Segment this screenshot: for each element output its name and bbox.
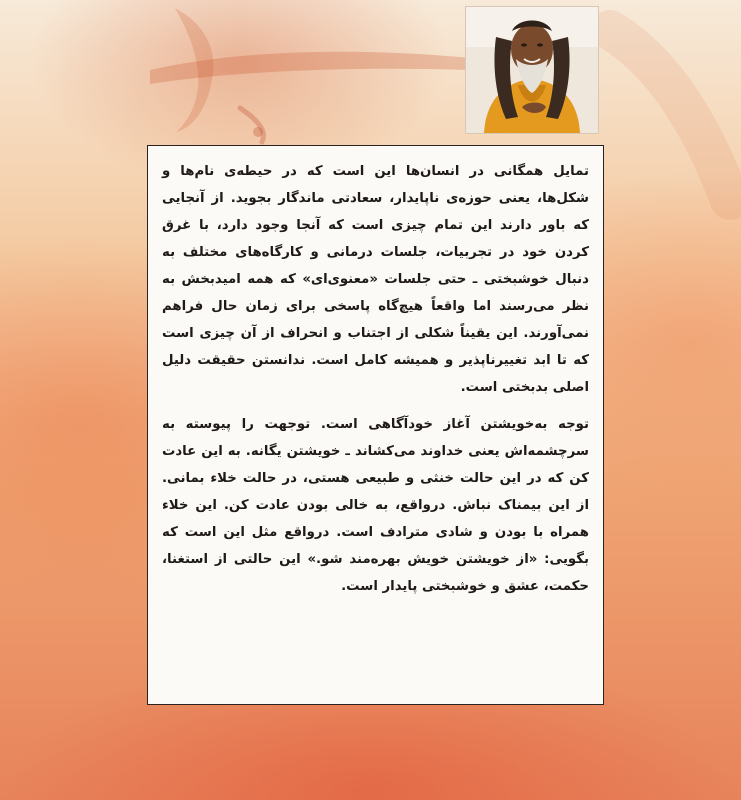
author-portrait-icon: [466, 7, 598, 133]
back-cover-text-box: [147, 145, 604, 705]
author-photo: [465, 6, 599, 134]
paragraph-1: تمایل همگانی در انسان‌ها این است که در حیطه‌ی نام‌ها و شکل‌ها، یعنی حوزه‌ی ناپایدار، سعادتی ماندگار بجوید. از آنجایی که باور دارند این تمام چیزی است که آنجا وجود دارد، با غرق کردن خود در تجربیات، جلسات درمانی و کارگاه‌های مختلف به دنبال خوشبختی ـ حتی جلسات «معنوی‌ای» که همه امیدبخش به نظر می‌رسند اما واقعاً هیچ‌گاه پاسخی برای زمان حال فراهم نمی‌آورند. این یقیناً شکلی از اجتناب و انحراف از آن چیزی است که تا ابد تغییرناپذیر و همیشه کامل است. ندانستن حقیقت دلیل اصلی بدبختی است.: [162, 164, 589, 395]
paragraph-2: توجه به‌خویشتن آغاز خودآگاهی است. توجهت را پیوسته به سرچشمه‌اش یعنی خداوند می‌کشاند ـ خویشتن یگانه. به این عادت کن که در این حالت خنثی و طبیعی هستی، در حالت خلاء بمانی. از این بیمناک نباش. درواقع، به خالی بودن عادت کن. این خلاء همراه با بودن و شادی مترادف است. درواقع مثل این است که بگویی: «از خویشتن خویش بهره‌مند شو.» این حالتی از استغنا، حکمت، عشق و خوشبختی پایدار است.: [162, 417, 589, 594]
